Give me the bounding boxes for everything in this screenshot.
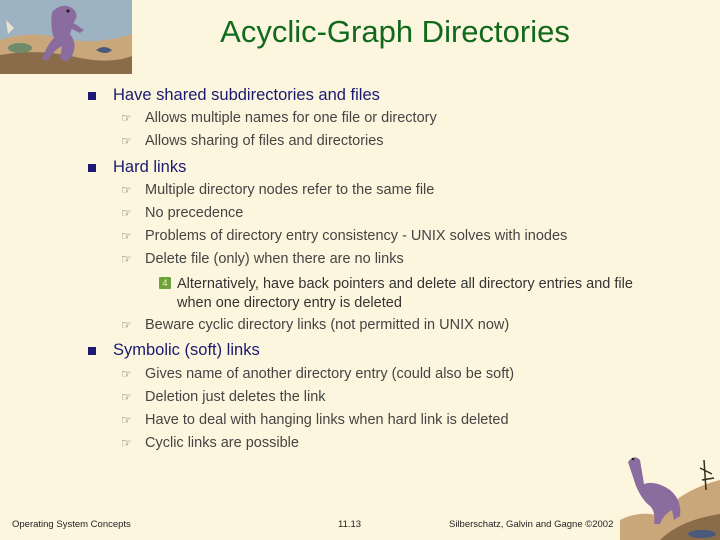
numbered-box-icon: 4 [159, 277, 171, 289]
square-bullet-icon [88, 92, 96, 100]
square-bullet-icon [88, 347, 96, 355]
footer-page-number: 11.13 [338, 519, 362, 530]
pointing-hand-icon: ☞ [121, 367, 132, 381]
pointing-hand-icon: ☞ [121, 183, 132, 197]
footer-course-title: Operating System Concepts [12, 519, 131, 530]
pointing-hand-icon: ☞ [121, 413, 132, 427]
square-bullet-icon [88, 164, 96, 172]
pointing-hand-icon: ☞ [121, 390, 132, 404]
slide-title: Acyclic-Graph Directories [220, 14, 570, 49]
footer-authors: Silberschatz, Galvin and Gagne ©2002 [449, 519, 614, 530]
pointing-hand-icon: ☞ [121, 252, 132, 266]
pointing-hand-icon: ☞ [121, 229, 132, 243]
pointing-hand-icon: ☞ [121, 318, 132, 332]
pointing-hand-icon: ☞ [121, 111, 132, 125]
pointing-hand-icon: ☞ [121, 134, 132, 148]
pointing-hand-icon: ☞ [121, 206, 132, 220]
pointing-hand-icon: ☞ [121, 436, 132, 450]
bullet-list: Have shared subdirectories and files ☞ Allows multiple names for one file or directory ☞ Allows sharing of files and directories Hard links ☞ Multiple directory nodes refer to the same file ☞ No precedence ☞ Problems of directory entry consistency - UNIX solves with inodes ☞ Delete file (only) when there are no links 4 Alternatively, have back pointers and delete all directory entries and file when one directory entry is deleted ☞ Beware cyclic directory links (not permitted in UNIX now) Symbolic (soft) links ☞ Gives name of another directory entry (could also be soft) ☞ Deletion just deletes the link ☞ Have to deal with hanging links when hard link is deleted ☞ Cyclic links are possible [0, 0, 720, 540]
